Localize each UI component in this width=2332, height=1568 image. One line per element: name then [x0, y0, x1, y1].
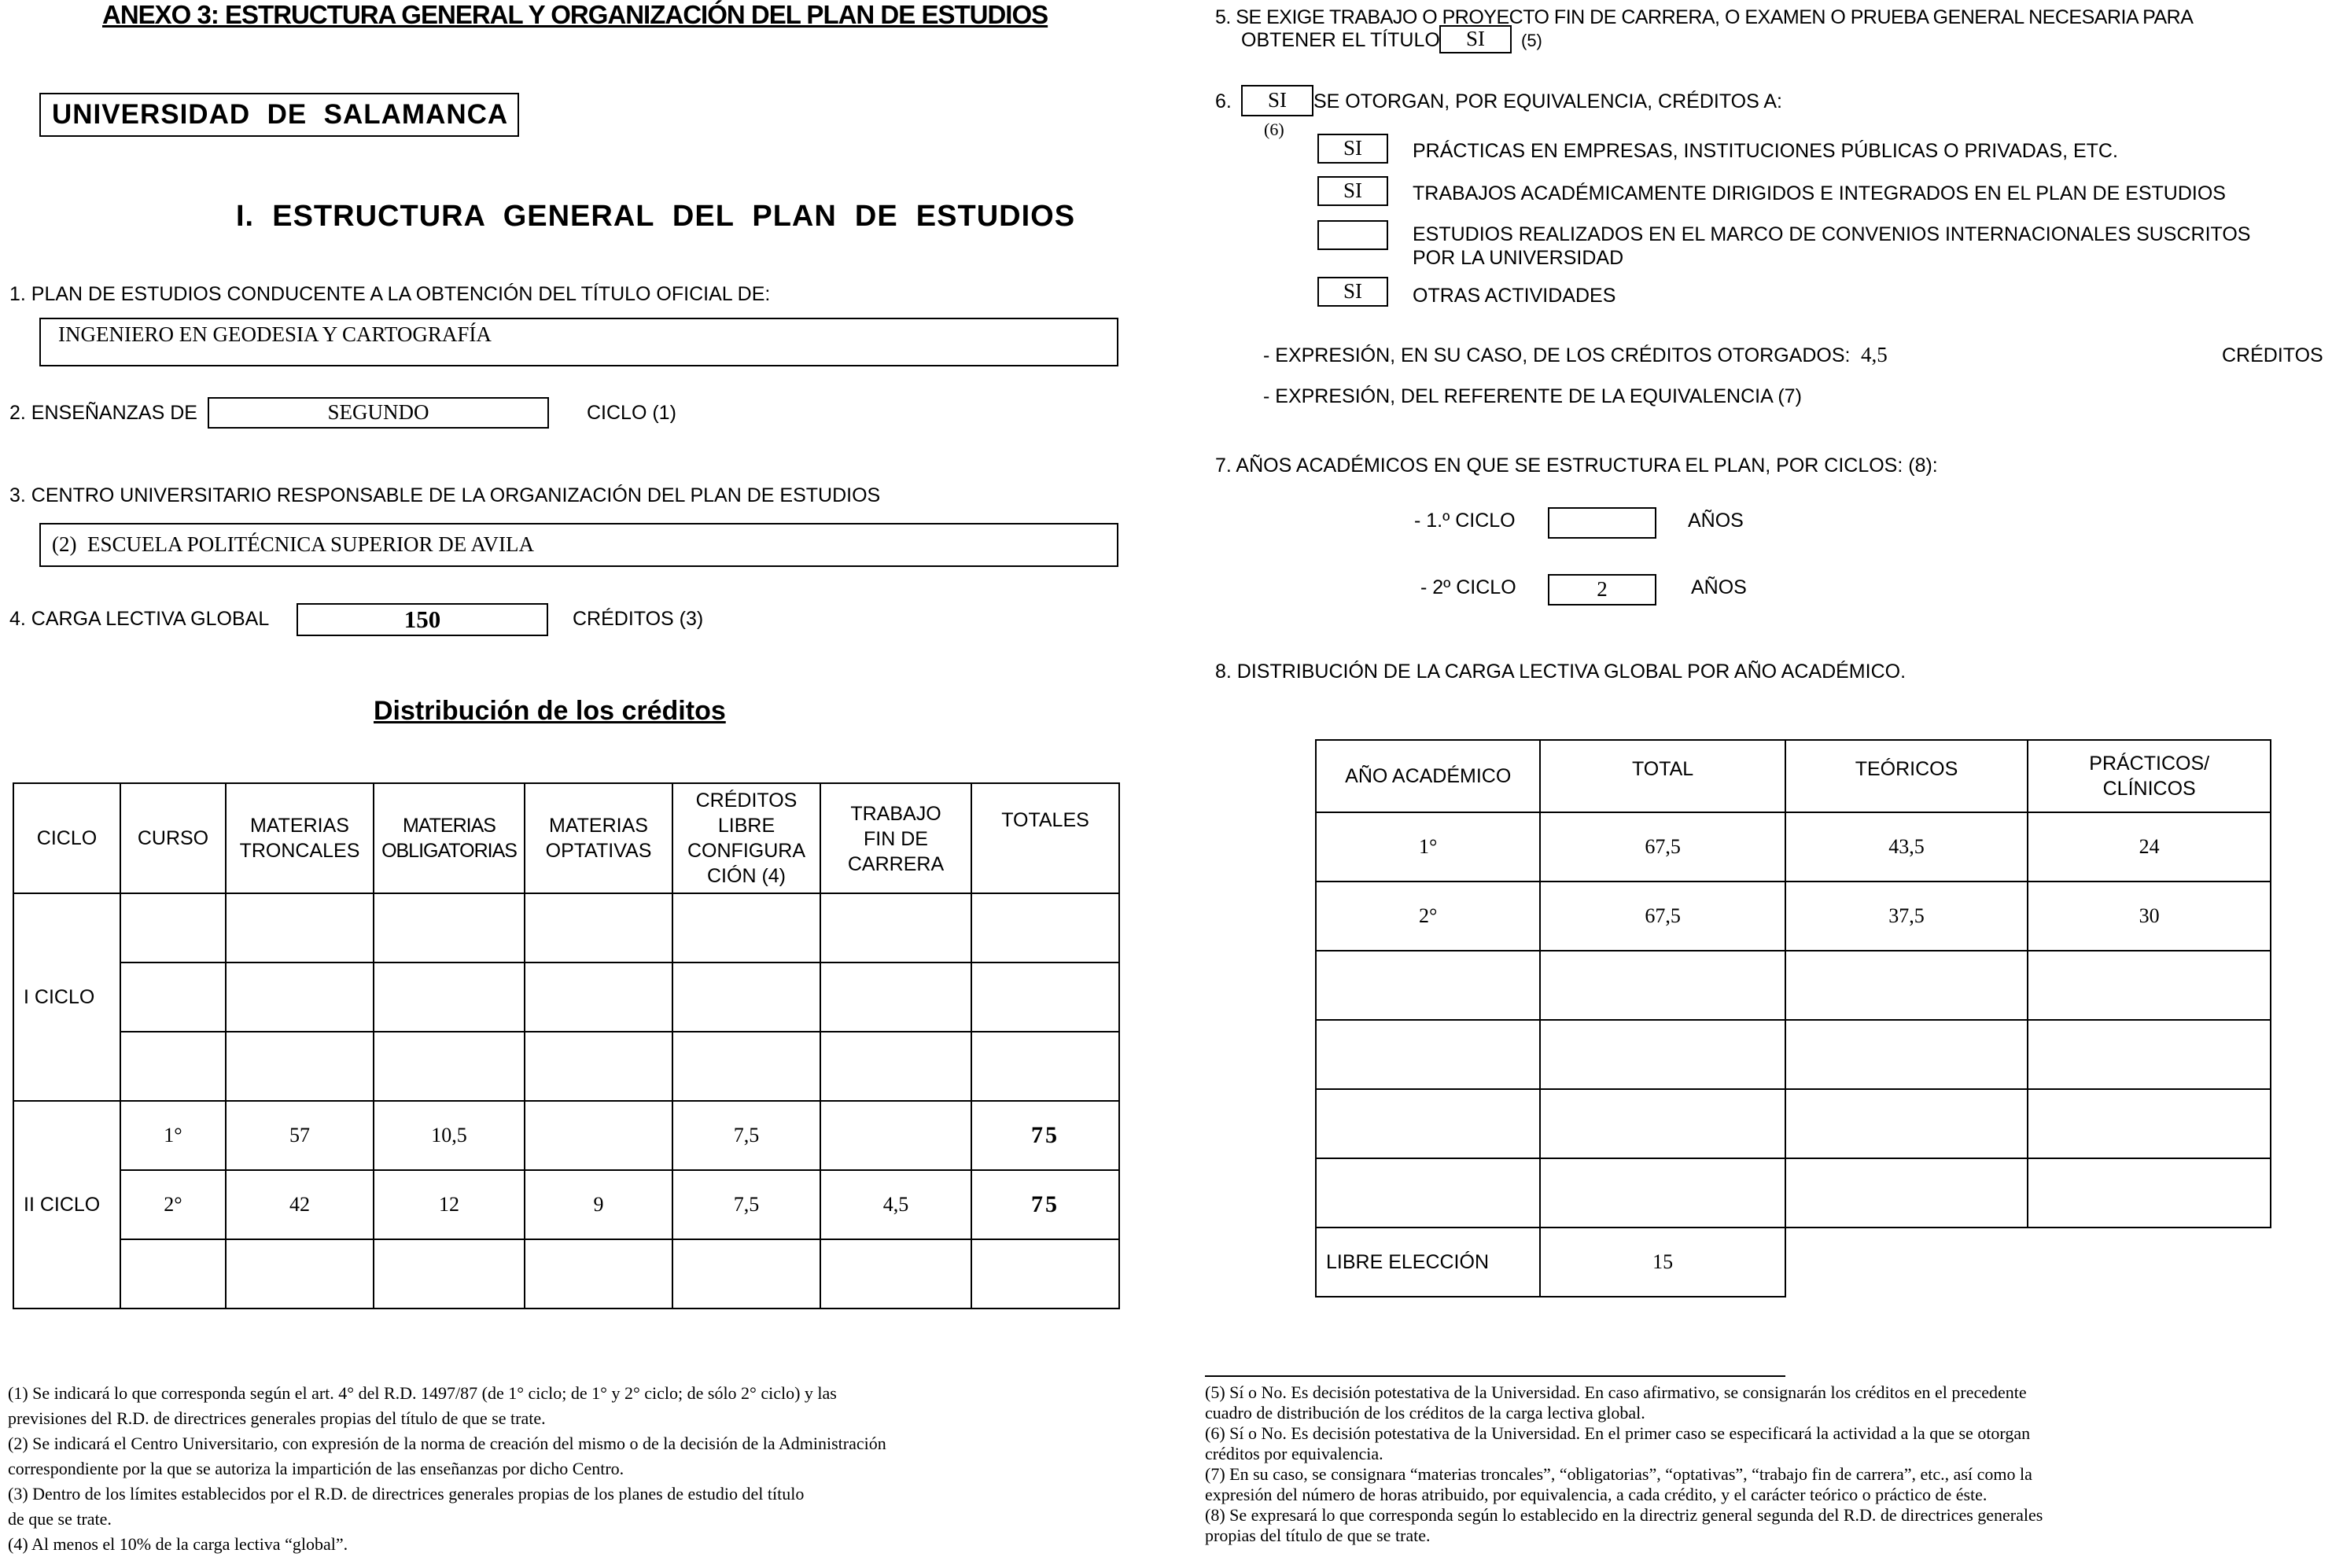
annex-title: ANEXO 3: ESTRUCTURA GENERAL Y ORGANIZACIÓN DEL PLAN DE ESTUDIOS: [102, 0, 1048, 29]
q7-cycle1-field: [1548, 507, 1656, 539]
q6-item-label: TRABAJOS ACADÉMICAMENTE DIRIGIDOS E INTEGRADOS EN EL PLAN DE ESTUDIOS: [1413, 182, 2226, 204]
table-cell: [672, 1239, 820, 1309]
cell-total: 67,5: [1540, 812, 1785, 882]
q7-cycle1-unit: AÑOS: [1688, 510, 1744, 532]
q8-label: 8. DISTRIBUCIÓN DE LA CARGA LECTIVA GLOBAL POR AÑO ACADÉMICO.: [1215, 661, 1906, 683]
footnote-line: previsiones del R.D. de directrices generales propias del título de que se trate.: [8, 1408, 546, 1428]
q6-value: SI: [1267, 88, 1287, 112]
footnote-line: (6) Sí o No. Es decisión potestativa de la Universidad. En el primer caso se especificará la actividad a la que se otorgan: [1205, 1423, 2031, 1443]
table-cell: [120, 1239, 226, 1309]
q4-credits-field: [297, 603, 548, 636]
table-cell: [120, 1032, 226, 1101]
table-row: [1316, 812, 2271, 882]
expr-credits-value: 4,5: [1861, 343, 1888, 366]
expr-credits-label: - EXPRESIÓN, EN SU CASO, DE LOS CRÉDITOS OTORGADOS:: [1263, 344, 1851, 366]
table-cell-blank: [1785, 1228, 2028, 1297]
col-total: TOTAL: [1540, 740, 1785, 812]
table-cell: [820, 963, 971, 1032]
table-cell: [1540, 1020, 1785, 1089]
table-row: [13, 963, 1119, 1032]
cell-anio: 2°: [1316, 882, 1540, 951]
table-cell: [226, 1239, 374, 1309]
q7-cycle2-label: - 2º CICLO: [1420, 576, 1516, 598]
q2-label: 2. ENSEÑANZAS DE: [9, 402, 197, 424]
table-row: [1316, 951, 2271, 1020]
section-title: I. ESTRUCTURA GENERAL DEL PLAN DE ESTUDIOS: [236, 200, 1076, 233]
q6-item-checkbox: [1317, 277, 1388, 307]
q6-item-label: OTRAS ACTIVIDADES: [1413, 285, 1616, 307]
cell-teoricos: 37,5: [1785, 882, 2028, 951]
q4-credits-value: 150: [403, 605, 441, 633]
table-row: [13, 893, 1119, 963]
footnote-line: (5) Sí o No. Es decisión potestativa de la Universidad. En caso afirmativo, se consignarán los créditos en el precedente: [1205, 1382, 2027, 1402]
q7-cycle2-field: [1548, 574, 1656, 605]
col-libre-configuracion: CRÉDITOS LIBRE CONFIGURA CIÓN (4): [672, 783, 820, 893]
table-cell: [820, 1032, 971, 1101]
table-cell: [1316, 1089, 1540, 1158]
footnote-line: cuadro de distribución de los créditos de la carga lectiva global.: [1205, 1403, 1645, 1423]
cell-troncales: 42: [226, 1170, 374, 1239]
footnote-line: propias del título de que se trate.: [1205, 1526, 1431, 1545]
table-row: [13, 1101, 1119, 1170]
cycle-2-label: II CICLO: [13, 1101, 120, 1309]
cell-curso: 2°: [120, 1170, 226, 1239]
table-cell: [2028, 1020, 2271, 1089]
table-cell: [374, 1239, 525, 1309]
table-cell: [672, 893, 820, 963]
col-obligatorias: MATERIAS OBLIGATORIAS: [374, 783, 525, 893]
cell-obligatorias: 10,5: [374, 1101, 525, 1170]
table-cell: [971, 1239, 1119, 1309]
table-cell: [1785, 1020, 2028, 1089]
table-cell: [374, 1032, 525, 1101]
cell-teoricos: 43,5: [1785, 812, 2028, 882]
table-cell: [820, 893, 971, 963]
table-cell: [1316, 1020, 1540, 1089]
table-row: [1316, 1089, 2271, 1158]
q7-cycle2-unit: AÑOS: [1691, 576, 1747, 598]
footnote-separator: [1205, 1375, 1785, 1377]
col-curso: CURSO: [120, 783, 226, 893]
q2-suffix: CICLO (1): [587, 402, 676, 424]
cell-practicos: 30: [2028, 882, 2271, 951]
q5-note: (5): [1521, 31, 1542, 50]
table-cell: [1540, 951, 1785, 1020]
cell-libre: 7,5: [672, 1101, 820, 1170]
cell-curso: 1°: [120, 1101, 226, 1170]
col-ciclo: CICLO: [13, 783, 120, 893]
table-row: [13, 1032, 1119, 1101]
table-cell: [971, 893, 1119, 963]
table-cell: [2028, 1158, 2271, 1228]
footnote-line: (8) Se expresará lo que corresponda según lo establecido en la directriz general segunda del R.D. de directrices generales: [1205, 1505, 2043, 1525]
col-trabajo-fin: TRABAJO FIN DE CARRERA: [820, 783, 971, 893]
table-cell: [120, 963, 226, 1032]
table-row: [13, 1170, 1119, 1239]
table-cell: [2028, 951, 2271, 1020]
table-cell: [1785, 951, 2028, 1020]
q5-label-line1: 5. SE EXIGE TRABAJO O PROYECTO FIN DE CARRERA, O EXAMEN O PRUEBA GENERAL NECESARIA PARA: [1215, 6, 2194, 28]
q1-degree-field: [39, 318, 1118, 366]
libre-eleccion-label: LIBRE ELECCIÓN: [1316, 1228, 1540, 1297]
q6-item-checkbox: [1317, 176, 1388, 206]
table-cell: [525, 893, 672, 963]
year-table-header-row: [1316, 740, 2271, 812]
table-cell: [226, 963, 374, 1032]
col-totales: TOTALES: [971, 783, 1119, 893]
cell-optativas: [525, 1101, 672, 1170]
q4-label: 4. CARGA LECTIVA GLOBAL: [9, 608, 270, 630]
table-cell: [672, 963, 820, 1032]
q6-item-value: SI: [1343, 279, 1362, 303]
footnote-line: correspondiente por la que se autoriza la impartición de las enseñanzas por dicho Centro.: [8, 1459, 624, 1478]
cycle-1-label: I CICLO: [13, 893, 120, 1101]
university-name: UNIVERSIDAD DE SALAMANCA: [52, 99, 509, 130]
cell-total: 67,5: [1540, 882, 1785, 951]
q7-cycle1-label: - 1.º CICLO: [1414, 510, 1516, 532]
q3-centre-value: (2) ESCUELA POLITÉCNICA SUPERIOR DE AVILA: [52, 532, 535, 556]
cell-anio: 1°: [1316, 812, 1540, 882]
footnote-line: (4) Al menos el 10% de la carga lectiva “global”.: [8, 1534, 348, 1554]
col-anio-academico: AÑO ACADÉMICO: [1316, 740, 1540, 812]
footnote-line: de que se trate.: [8, 1509, 112, 1529]
cell-libre: 7,5: [672, 1170, 820, 1239]
table-cell: [1785, 1089, 2028, 1158]
q6-item-label: PRÁCTICAS EN EMPRESAS, INSTITUCIONES PÚBLICAS O PRIVADAS, ETC.: [1413, 140, 2118, 162]
table-cell: [971, 1032, 1119, 1101]
table-cell: [1316, 1158, 1540, 1228]
col-teoricos: TEÓRICOS: [1785, 740, 2028, 812]
cell-trabajo: [820, 1101, 971, 1170]
footnotes-right: [1205, 1382, 2326, 1546]
q6-item-checkbox: [1317, 134, 1388, 164]
cell-practicos: 24: [2028, 812, 2271, 882]
table-cell: [2028, 1089, 2271, 1158]
q7-label: 7. AÑOS ACADÉMICOS EN QUE SE ESTRUCTURA EL PLAN, POR CICLOS: (8):: [1215, 455, 1938, 477]
table-cell: [672, 1032, 820, 1101]
table-cell-blank: [2028, 1228, 2271, 1297]
footnote-line: (2) Se indicará el Centro Universitario, con expresión de la norma de creación del mismo o de la decisión de la Administración: [8, 1434, 886, 1453]
col-troncales: MATERIAS TRONCALES: [226, 783, 374, 893]
q4-suffix: CRÉDITOS (3): [573, 608, 704, 630]
q6-number: 6.: [1215, 90, 1232, 112]
q6-note: (6): [1264, 120, 1284, 139]
q3-label: 3. CENTRO UNIVERSITARIO RESPONSABLE DE LA ORGANIZACIÓN DEL PLAN DE ESTUDIOS: [9, 484, 881, 506]
q6-checkbox: [1241, 85, 1313, 116]
footnotes-left: [8, 1381, 1140, 1557]
q6-item-value: SI: [1343, 179, 1362, 202]
credits-table-header-row: [13, 783, 1119, 893]
credits-table: [13, 782, 1120, 1309]
q2-cycle-value: SEGUNDO: [327, 400, 429, 424]
table-cell: [525, 963, 672, 1032]
table-row: [1316, 1158, 2271, 1228]
q5-checkbox: [1439, 25, 1512, 53]
footnote-line: (7) En su caso, se consignara “materias troncales”, “obligatorias”, “optativas”, “trabajo fin de carrera”, etc., así como la: [1205, 1464, 2032, 1484]
table-cell: [1316, 951, 1540, 1020]
q2-cycle-field: [208, 397, 549, 429]
expr-credits-unit: CRÉDITOS: [2222, 344, 2323, 366]
col-optativas: MATERIAS OPTATIVAS: [525, 783, 672, 893]
table-cell: [374, 963, 525, 1032]
expr-reference-label: - EXPRESIÓN, DEL REFERENTE DE LA EQUIVALENCIA (7): [1263, 385, 1802, 407]
table-cell: [226, 1032, 374, 1101]
table-cell: [525, 1239, 672, 1309]
table-row: [1316, 882, 2271, 951]
cell-totales: 75: [971, 1101, 1119, 1170]
year-table: [1315, 739, 2271, 1297]
footnote-line: expresión del número de horas atribuido, por equivalencia, a cada crédito, y el carácter teórico o práctico de éste.: [1205, 1485, 1988, 1504]
q1-degree-value: INGENIERO EN GEODESIA Y CARTOGRAFÍA: [58, 322, 492, 346]
cell-optativas: 9: [525, 1170, 672, 1239]
table-cell: [525, 1032, 672, 1101]
q3-centre-field: [39, 523, 1118, 567]
table-cell: [226, 893, 374, 963]
table-cell: [1540, 1089, 1785, 1158]
q5-value: SI: [1465, 27, 1485, 50]
q6-item-label-cont: POR LA UNIVERSIDAD: [1413, 247, 1624, 269]
footnote-line: (3) Dentro de los límites establecidos por el R.D. de directrices generales propias de los planes de estudio del título: [8, 1484, 805, 1504]
table-cell: [374, 893, 525, 963]
q6-item-label: ESTUDIOS REALIZADOS EN EL MARCO DE CONVENIOS INTERNACIONALES SUSCRITOS: [1413, 223, 2251, 245]
table-cell: [1785, 1158, 2028, 1228]
cell-obligatorias: 12: [374, 1170, 525, 1239]
table-row: [13, 1239, 1119, 1309]
table-cell: [971, 963, 1119, 1032]
q6-item-checkbox: [1317, 220, 1388, 250]
cell-troncales: 57: [226, 1101, 374, 1170]
col-practicos: PRÁCTICOS/ CLÍNICOS: [2028, 740, 2271, 812]
table-cell: [120, 893, 226, 963]
q7-cycle2-value: 2: [1597, 577, 1608, 601]
university-box: [39, 93, 519, 137]
q6-label: SE OTORGAN, POR EQUIVALENCIA, CRÉDITOS A:: [1313, 90, 1782, 112]
footnote-line: (1) Se indicará lo que corresponda según el art. 4° del R.D. 1497/87 (de 1° ciclo; de 1° y 2° ciclo; de sólo 2° ciclo) y las: [8, 1383, 837, 1403]
cell-totales: 75: [971, 1170, 1119, 1239]
table-row: [1316, 1020, 2271, 1089]
q5-label-line2: OBTENER EL TÍTULO: [1241, 29, 1440, 51]
libre-eleccion-row: [1316, 1228, 2271, 1297]
libre-eleccion-value: 15: [1540, 1228, 1785, 1297]
credits-distribution-title: Distribución de los créditos: [374, 696, 726, 726]
footnote-line: créditos por equivalencia.: [1205, 1444, 1383, 1463]
table-cell: [820, 1239, 971, 1309]
q1-label: 1. PLAN DE ESTUDIOS CONDUCENTE A LA OBTENCIÓN DEL TÍTULO OFICIAL DE:: [9, 283, 771, 305]
table-cell: [1540, 1158, 1785, 1228]
cell-trabajo: 4,5: [820, 1170, 971, 1239]
q6-item-value: SI: [1343, 136, 1362, 160]
